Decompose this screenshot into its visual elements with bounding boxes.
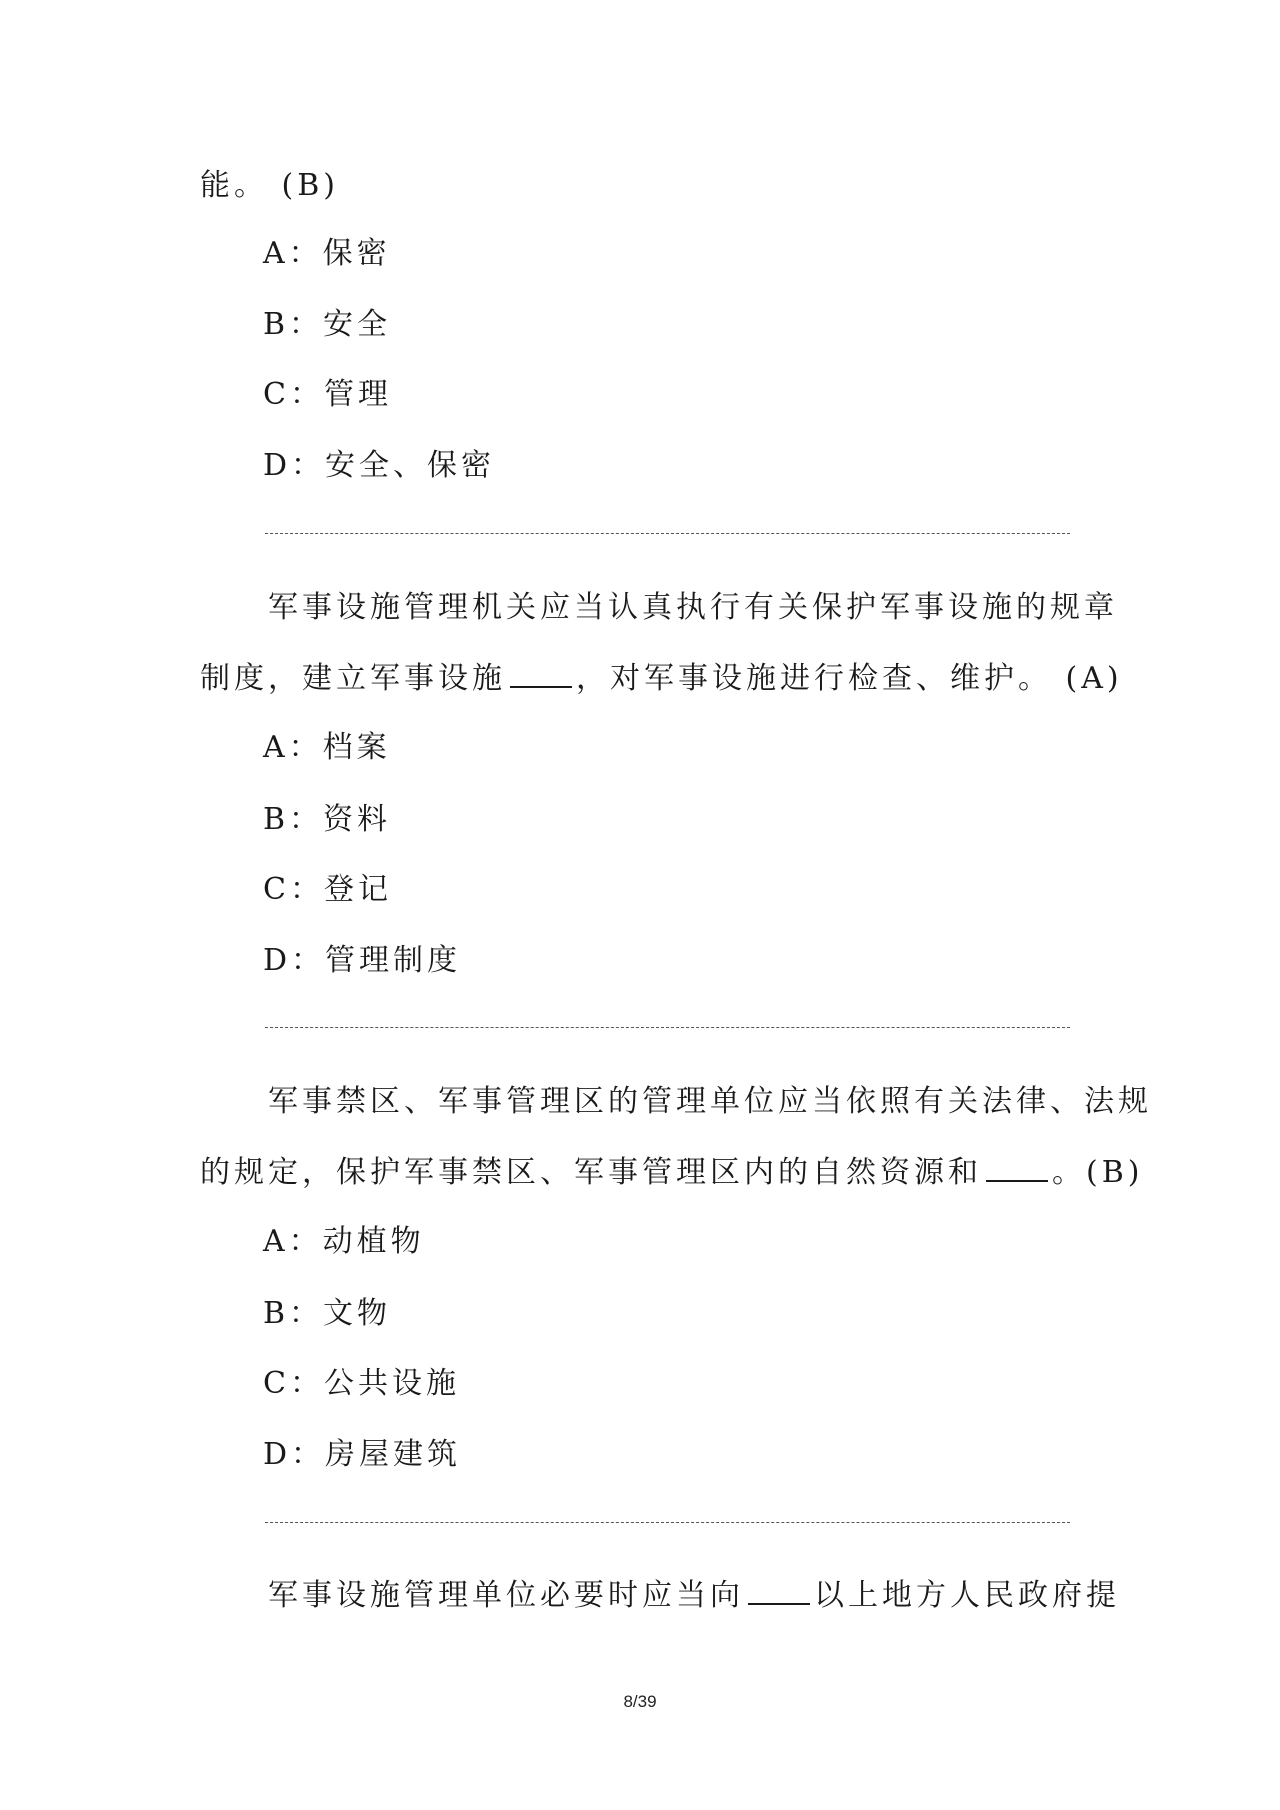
option-c: C：登记 bbox=[263, 872, 392, 907]
option-b: B：文物 bbox=[263, 1296, 392, 1331]
option-d: D：房屋建筑 bbox=[263, 1437, 462, 1472]
separator bbox=[265, 1522, 1070, 1523]
answer-key: (A) bbox=[1065, 661, 1123, 696]
option-d: D：安全、保密 bbox=[263, 448, 496, 483]
answer-key: (B) bbox=[281, 168, 340, 203]
question-stem-line: 军事设施管理机关应当认真执行有关保护军事设施的规章 bbox=[268, 590, 1118, 625]
separator bbox=[265, 533, 1070, 534]
fill-blank bbox=[510, 685, 572, 688]
option-a: A：档案 bbox=[263, 730, 391, 765]
question-stem-line: 制度，建立军事设施 ，对军事设施进行检查、维护。 (A) bbox=[200, 661, 1123, 696]
question-stem-line: 军事设施管理单位必要时应当向 以上地方人民政府提 bbox=[268, 1578, 1120, 1613]
question-stem-line: 的规定，保护军事禁区、军事管理区内的自然资源和 。(B) bbox=[200, 1155, 1144, 1190]
separator bbox=[265, 1027, 1070, 1028]
option-a: A：动植物 bbox=[263, 1224, 425, 1259]
fill-blank bbox=[986, 1179, 1048, 1182]
option-d: D：管理制度 bbox=[263, 943, 462, 978]
page-number: 8/39 bbox=[623, 1692, 657, 1711]
option-c: C：公共设施 bbox=[263, 1366, 460, 1401]
option-a: A：保密 bbox=[263, 236, 391, 271]
fill-blank bbox=[748, 1602, 810, 1605]
option-c: C：管理 bbox=[263, 377, 392, 412]
answer-key: (B) bbox=[1086, 1155, 1144, 1190]
question-stem-line: 军事禁区、军事管理区的管理单位应当依照有关法律、法规 bbox=[268, 1084, 1152, 1119]
question-continuation: 能。 (B) bbox=[200, 168, 340, 203]
option-b: B：资料 bbox=[263, 802, 392, 837]
option-b: B：安全 bbox=[263, 307, 392, 342]
